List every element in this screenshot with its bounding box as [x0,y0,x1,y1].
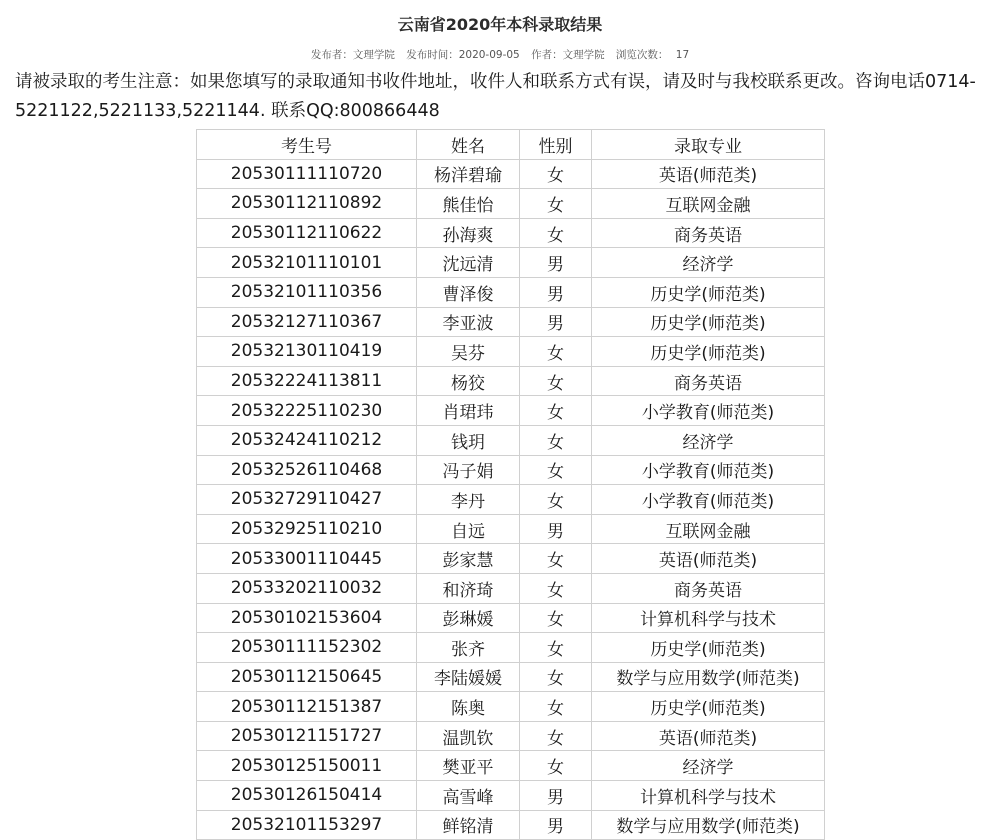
cell-name: 杨狡 [417,366,520,396]
cell-name: 彭家慧 [417,544,520,574]
cell-name: 熊佳怡 [417,189,520,219]
cell-major: 互联网金融 [592,514,825,544]
header-major: 录取专业 [592,130,825,160]
table-row [197,277,825,307]
cell-major: 商务英语 [592,366,825,396]
cell-name: 李陆媛媛 [417,662,520,692]
cell-gender: 男 [520,307,592,337]
admission-notice: 请被录取的考生注意：如果您填写的录取通知书收件地址，收件人和联系方式有误，请及时与我校联系更改。咨询电话0714-5221122,5221133,5221144. 联系QQ:800866448 [15,72,976,121]
cell-exam-number: 20530111152302 [197,633,417,663]
cell-name: 张齐 [417,633,520,663]
cell-gender: 女 [520,159,592,189]
cell-major: 经济学 [592,248,825,278]
table-row [197,781,825,811]
cell-major: 历史学(师范类) [592,307,825,337]
cell-major: 小学教育(师范类) [592,455,825,485]
cell-gender: 女 [520,425,592,455]
cell-exam-number: 20532101110356 [197,277,417,307]
meta-publisher: 发布者：文理学院 [310,49,395,61]
table-row [197,218,825,248]
cell-major: 小学教育(师范类) [592,396,825,426]
article-meta [0,47,1000,62]
table-row [197,573,825,603]
cell-name: 冯子娟 [417,455,520,485]
cell-major: 商务英语 [592,218,825,248]
cell-name: 高雪峰 [417,781,520,811]
cell-name: 陈奥 [417,692,520,722]
table-row [197,248,825,278]
cell-exam-number: 20530102153604 [197,603,417,633]
cell-gender: 女 [520,692,592,722]
cell-gender: 女 [520,337,592,367]
cell-exam-number: 20532526110468 [197,455,417,485]
cell-exam-number: 20530112110892 [197,189,417,219]
table-row [197,189,825,219]
cell-gender: 女 [520,751,592,781]
table-row [197,396,825,426]
table-row [197,337,825,367]
table-row [197,425,825,455]
cell-exam-number: 20530111110720 [197,159,417,189]
cell-name: 和济琦 [417,573,520,603]
cell-exam-number: 20530121151727 [197,721,417,751]
cell-gender: 女 [520,544,592,574]
table-row [197,721,825,751]
table-row [197,455,825,485]
cell-gender: 女 [520,721,592,751]
cell-name: 温凯钦 [417,721,520,751]
cell-name: 鲜铭清 [417,810,520,840]
cell-major: 历史学(师范类) [592,692,825,722]
table-row [197,633,825,663]
admission-results-table [196,129,825,840]
cell-exam-number: 20530112151387 [197,692,417,722]
cell-exam-number: 20532127110367 [197,307,417,337]
meta-views-count: 17 [675,49,690,61]
table-row [197,544,825,574]
cell-exam-number: 20532925110210 [197,514,417,544]
cell-name: 沈远清 [417,248,520,278]
cell-exam-number: 20533001110445 [197,544,417,574]
table-row [197,810,825,840]
cell-gender: 男 [520,514,592,544]
table-row [197,751,825,781]
meta-views-label: 浏览次数： [615,49,669,61]
header-gender: 性别 [520,130,592,160]
cell-major: 英语(师范类) [592,159,825,189]
cell-gender: 男 [520,810,592,840]
cell-exam-number: 20532101110101 [197,248,417,278]
cell-gender: 女 [520,603,592,633]
cell-name: 樊亚平 [417,751,520,781]
cell-gender: 女 [520,662,592,692]
cell-name: 肖珺玮 [417,396,520,426]
cell-name: 吴芬 [417,337,520,367]
cell-gender: 女 [520,189,592,219]
table-header-row [197,130,825,160]
cell-name: 钱玥 [417,425,520,455]
cell-major: 经济学 [592,751,825,781]
cell-gender: 女 [520,218,592,248]
cell-major: 商务英语 [592,573,825,603]
cell-major: 互联网金融 [592,189,825,219]
cell-name: 孙海爽 [417,218,520,248]
cell-gender: 女 [520,366,592,396]
cell-major: 数学与应用数学(师范类) [592,662,825,692]
cell-name: 杨洋碧瑜 [417,159,520,189]
table-row [197,514,825,544]
header-name: 姓名 [417,130,520,160]
cell-name: 李亚波 [417,307,520,337]
cell-exam-number: 20532130110419 [197,337,417,367]
table-row [197,159,825,189]
cell-major: 英语(师范类) [592,721,825,751]
cell-exam-number: 20532225110230 [197,396,417,426]
cell-gender: 女 [520,396,592,426]
cell-exam-number: 20532424110212 [197,425,417,455]
cell-exam-number: 20532224113811 [197,366,417,396]
cell-gender: 女 [520,573,592,603]
page-title: 云南省2020年本科录取结果 [397,15,603,34]
table-row [197,603,825,633]
header-exam-number: 考生号 [197,130,417,160]
cell-exam-number: 20530125150011 [197,751,417,781]
cell-gender: 男 [520,248,592,278]
cell-major: 经济学 [592,425,825,455]
table-row [197,692,825,722]
cell-major: 英语(师范类) [592,544,825,574]
cell-major: 历史学(师范类) [592,337,825,367]
cell-name: 自远 [417,514,520,544]
meta-publish-time: 发布时间：2020-09-05 [406,49,520,61]
cell-exam-number: 20532101153297 [197,810,417,840]
cell-exam-number: 20530126150414 [197,781,417,811]
cell-gender: 女 [520,485,592,515]
meta-author: 作者：文理学院 [531,49,605,61]
cell-name: 李丹 [417,485,520,515]
cell-gender: 女 [520,633,592,663]
table-row [197,366,825,396]
cell-exam-number: 20530112150645 [197,662,417,692]
cell-exam-number: 20530112110622 [197,218,417,248]
cell-major: 计算机科学与技术 [592,603,825,633]
table-row [197,307,825,337]
table-body [197,159,825,840]
cell-major: 历史学(师范类) [592,277,825,307]
table-row [197,662,825,692]
cell-gender: 男 [520,781,592,811]
cell-exam-number: 20532729110427 [197,485,417,515]
meta-views [616,49,689,61]
cell-major: 历史学(师范类) [592,633,825,663]
cell-major: 数学与应用数学(师范类) [592,810,825,840]
cell-name: 曹泽俊 [417,277,520,307]
cell-exam-number: 20533202110032 [197,573,417,603]
cell-gender: 女 [520,455,592,485]
cell-major: 计算机科学与技术 [592,781,825,811]
cell-gender: 男 [520,277,592,307]
cell-name: 彭琳媛 [417,603,520,633]
cell-major: 小学教育(师范类) [592,485,825,515]
table-row [197,485,825,515]
